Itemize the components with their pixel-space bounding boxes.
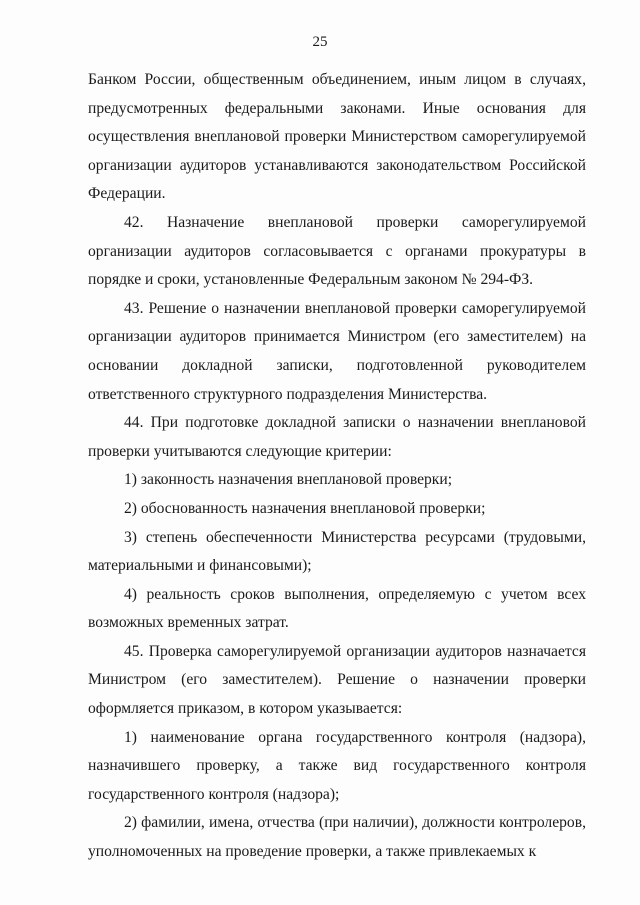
order-item-1: 1) наименование органа государственного контроля (надзора), назначившего проверку, а также вид государственного контроля государственного контроля (надзора); bbox=[88, 728, 586, 803]
criterion-3: 3) степень обеспеченности Министерства ресурсами (трудовыми, материальными и финансовыми); bbox=[88, 528, 586, 575]
order-item-2: 2) фамилии, имена, отчества (при наличии), должности контролеров, уполномоченных на проведение проверки, а также привлекаемых к bbox=[88, 814, 586, 861]
criterion-4: 4) реальность сроков выполнения, определяемую с учетом всех возможных временных затрат. bbox=[88, 585, 586, 632]
paragraph-continuation: Банком России, общественным объединением, иным лицом в случаях, предусмотренных федеральными законами. Иные основания для осуществления внеплановой проверки Министерством саморегулируемой организации аудиторов устанавливаются законодательством Российской Федерации. bbox=[88, 71, 586, 203]
paragraph-45: 45. Проверка саморегулируемой организации аудиторов назначается Министром (его заместителем). Решение о назначении проверки оформляется приказом, в котором указывается: bbox=[88, 642, 586, 718]
page-number: 25 bbox=[312, 34, 328, 50]
paragraph-43: 43. Решение о назначении внеплановой проверки саморегулируемой организации аудиторов принимается Министром (его заместителем) на основании докладной записки, подготовленной руководителем ответственного структурного подразделения Министерства. bbox=[88, 299, 586, 403]
paragraph-44: 44. При подготовке докладной записки о назначении внеплановой проверки учитываются следующие критерии: bbox=[88, 414, 586, 460]
paragraph-42: 42. Назначение внеплановой проверки саморегулируемой организации аудиторов согласовывается с органами прокуратуры в порядке и сроки, установленные Федеральным законом № 294-ФЗ. bbox=[88, 213, 586, 289]
criterion-1: 1) законность назначения внеплановой проверки; bbox=[124, 471, 453, 489]
document-body bbox=[88, 66, 586, 867]
criterion-2: 2) обоснованность назначения внеплановой проверки; bbox=[124, 499, 486, 517]
